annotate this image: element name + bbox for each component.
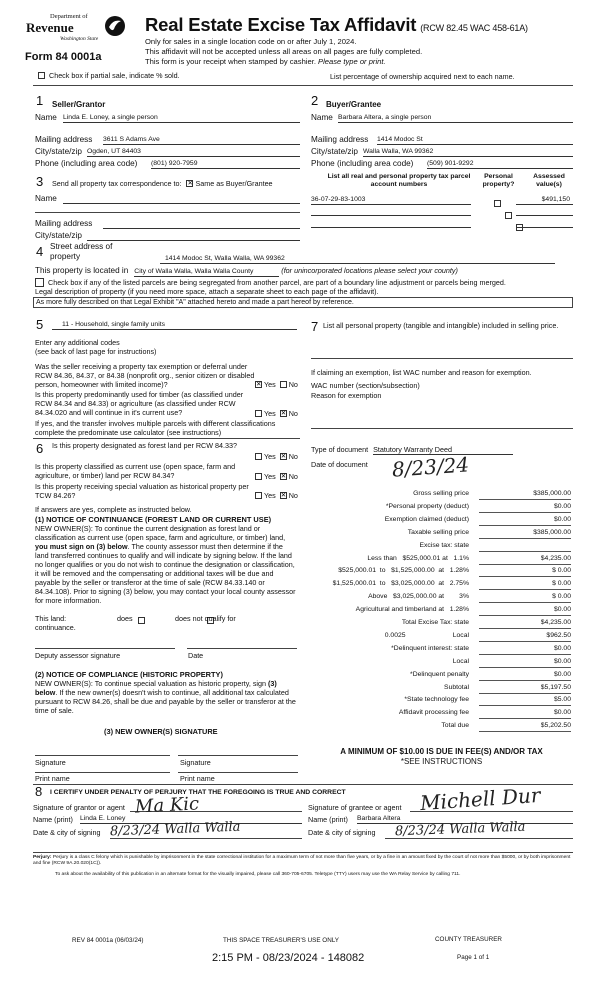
personal-property-checkbox-1[interactable]	[494, 200, 501, 207]
tax-calc-row	[308, 695, 573, 707]
buyer-city-field[interactable]: Walla Walla, WA 99362	[363, 148, 573, 157]
tax-calc-value[interactable]: $4,235.00	[479, 619, 571, 629]
section6-q2-yes-checkbox[interactable]	[255, 473, 262, 480]
tax-calc-label: Total Excise Tax: state	[401, 619, 469, 626]
doc-type-row	[311, 445, 513, 455]
does-checkbox[interactable]	[138, 617, 145, 624]
street-address-label: Street address of property	[50, 242, 113, 261]
new-owner-print-line-2[interactable]	[178, 772, 298, 773]
parcels-col-personal: Personal property?	[482, 173, 515, 189]
grantor-date-line	[110, 838, 302, 839]
does-not-label: does not qualify for	[175, 614, 236, 623]
section5-q3: If yes, and the transfer involves multiple parcels with different classifications complete the predominate use calculator (see instructions)	[35, 419, 276, 437]
located-label: This property is located in	[35, 266, 129, 275]
tax-calc-label: Less than $525,000.01 at 1.1%	[367, 554, 469, 562]
buyer-name-field[interactable]: Barbara Altera, a single person	[338, 114, 573, 123]
additional-codes-label-2: (see back of last page for instructions)	[35, 347, 157, 356]
dor-logo	[20, 12, 128, 52]
reason-line[interactable]	[311, 428, 573, 429]
tax-calc-row	[308, 618, 573, 630]
header-line1: Only for sales in a single location code on or after July 1, 2024.	[145, 37, 357, 46]
personal-property-line[interactable]	[311, 358, 573, 359]
section3-address-field[interactable]	[103, 220, 300, 229]
tax-calc-label: Local	[452, 657, 469, 665]
doc-type-field[interactable]: Statutory Warranty Deed	[373, 445, 513, 455]
logo-agency-line3: Washington State	[60, 36, 99, 42]
deputy-signature-label: Deputy assessor signature	[35, 651, 121, 660]
located-row	[35, 266, 458, 277]
section5-number: 5	[36, 317, 44, 332]
cashier-stamp: 2:15 PM - 08/23/2024 - 148082	[212, 952, 365, 964]
section6-q1: Is this property designated as forest land per RCW 84.33?	[52, 441, 237, 450]
seller-name-field[interactable]: Linda E. Loney, a single person	[63, 114, 300, 123]
tax-calc-value[interactable]: $5,197.50	[479, 684, 571, 694]
legal-description-field[interactable]	[33, 297, 573, 308]
segregated-checkbox[interactable]	[35, 278, 44, 287]
tax-calc-row	[308, 515, 573, 527]
section3-city-field[interactable]	[87, 232, 300, 241]
grantee-name-field[interactable]: Barbara Altera	[357, 815, 573, 824]
treasurer-use-label: THIS SPACE TREASURER'S USE ONLY	[223, 937, 339, 944]
seller-city-label: City/state/zip	[35, 147, 82, 156]
no-label: No	[288, 491, 298, 500]
tax-calc-row	[308, 566, 573, 578]
seller-heading: Seller/Grantor	[52, 100, 106, 109]
county-treasurer-label: COUNTY TREASURER	[435, 936, 502, 943]
notice1-text-c: . The county assessor must then determine if the land transferred continues to qualify and will indicate by signing below. If the land no longer qualifies or you do not wish to continue the designation or classification, it will be removed and the compensating or additional taxes will be due and payable by the seller or transferor at the time of sale (RCW 84.33.140 or 84.34.108). Prior to signing (3) below, you may contact your local county assessor for more information.	[35, 542, 296, 605]
parcels-col-numbers: List all real and personal property tax parcel account numbers	[327, 173, 471, 189]
tax-calc-row	[308, 657, 573, 669]
notice2-text-a: NEW OWNER(S): To continue special valuation as historic property, sign	[35, 679, 269, 688]
tax-calc-label: Subtotal	[444, 683, 469, 691]
buyer-phone-field[interactable]: (509) 901-9292	[427, 160, 573, 169]
parcel-number-1[interactable]: 36-07-29-83-1003	[311, 196, 471, 205]
notice1-text-b: you must sign on (3) below	[35, 542, 128, 551]
tax-calc-value[interactable]: $4,235.00	[479, 555, 571, 565]
tax-calc-value[interactable]: $ 0.00	[479, 593, 571, 603]
tax-calc-label: $1,525,000.01 to $3,025,000.00 at 2.75%	[332, 580, 469, 588]
reason-exemption-label: Reason for exemption	[311, 391, 382, 400]
continuance-label: continuance.	[35, 623, 76, 632]
section3-city-row	[35, 231, 300, 241]
form-statute: (RCW 82.45 WAC 458-61A)	[420, 23, 528, 33]
no-label: No	[288, 409, 298, 418]
tax-calc-value[interactable]: $0.00	[479, 658, 571, 668]
seller-city-field[interactable]: Ogden, UT 84403	[87, 148, 300, 157]
buyer-phone-label: Phone (including area code)	[311, 159, 414, 168]
tax-calc-label: $525,000.01 to $1,525,000.00 at 1.28%	[338, 567, 469, 575]
grantee-date-line	[385, 838, 573, 839]
see-instructions: *SEE INSTRUCTIONS	[400, 757, 483, 766]
revision-number: REV 84 0001a (06/03/24)	[72, 937, 144, 944]
section4-number: 4	[36, 244, 44, 259]
tax-calc-label: Exemption claimed (deduct)	[384, 515, 469, 523]
section3-name-field[interactable]	[63, 195, 300, 204]
section6-note: If answers are yes, complete as instructed below.	[35, 505, 192, 514]
grantor-signature[interactable]: Ma Kic	[134, 793, 200, 818]
notice2-text-b: (3) below	[35, 679, 277, 697]
tax-calc-value[interactable]: $5.00	[479, 696, 571, 706]
does-label: does	[117, 614, 133, 623]
perjury-notice	[33, 855, 573, 867]
tax-calc-row	[308, 489, 573, 501]
section7-text: List all personal property (tangible and intangible) included in selling price.	[323, 321, 559, 330]
perjury-text: Perjury is a class C felony which is punishable by imprisonment in the state correctional institution for a maximum term of not more than five years, or by a fine in an amount fixed by the court of not more than $5000, or by both imprisonment and fine (RCW 9A.20.020(1C)).	[33, 855, 571, 866]
tax-calc-label: Gross selling price	[413, 490, 469, 497]
this-land-row	[35, 614, 297, 623]
tax-calc-label: *Delinquent penalty	[410, 670, 469, 678]
perjury-label: Perjury:	[33, 855, 52, 860]
buyer-address-field[interactable]: 1414 Modoc St	[377, 136, 573, 145]
seller-phone-label: Phone (including area code)	[35, 159, 138, 168]
tax-calc-row	[308, 605, 573, 617]
buyer-city-label: City/state/zip	[311, 147, 358, 156]
section3-address-label: Mailing address	[35, 219, 93, 228]
this-land-label: This land:	[35, 614, 67, 623]
tax-calc-value[interactable]: $385,000.00	[479, 529, 571, 539]
section6-number: 6	[36, 441, 44, 456]
tax-calc-label: Agricultural and timberland at 1.28%	[355, 606, 469, 614]
section3-name-row	[35, 194, 300, 204]
header-line2: This affidavit will not be accepted unless all areas on all pages are fully completed.	[145, 47, 423, 56]
no-label: No	[288, 380, 298, 389]
yes-label: Yes	[264, 472, 276, 481]
new-owner-print-label-1: Print name	[35, 774, 70, 783]
seller-address-field[interactable]: 3611 S Adams Ave	[103, 136, 300, 145]
minimum-due-notice: A MINIMUM OF $10.00 IS DUE IN FEE(S) AND/OR TAX	[340, 747, 543, 756]
tax-calc-label: 0.0025 Local	[384, 631, 469, 639]
tax-calc-row	[308, 502, 573, 514]
tax-calc-label: Above $3,025,000.00 at 3%	[368, 593, 469, 601]
section5-q1-no-checkbox[interactable]	[280, 381, 287, 388]
section5-q1-answer	[255, 380, 298, 389]
segregated-label: Check box if any of the listed parcels are being segregated from another parcel, are part of a boundary line adjustment or parcels being merged.	[48, 278, 506, 287]
section6-q1-answer	[255, 452, 298, 461]
yes-label: Yes	[264, 380, 276, 389]
tax-calc-label: *Personal property (deduct)	[385, 502, 469, 510]
tax-calc-row	[308, 579, 573, 591]
section2-number: 2	[311, 93, 319, 108]
divider	[33, 85, 573, 86]
grantee-name-label: Name (print)	[308, 815, 348, 824]
no-label: No	[288, 452, 298, 461]
section5-q1-yes-checkbox[interactable]	[255, 381, 262, 388]
located-note: (for unincorporated locations please select your county)	[281, 266, 458, 275]
new-owner-print-label-2: Print name	[180, 774, 215, 783]
tax-calc-value[interactable]: $ 0.00	[479, 567, 571, 577]
certify-text: I CERTIFY UNDER PENALTY OF PERJURY THAT THE FOREGOING IS TRUE AND CORRECT	[50, 789, 346, 796]
tax-calc-row	[308, 683, 573, 695]
buyer-name-row	[311, 113, 573, 123]
divider	[33, 438, 300, 439]
section3-city-label: City/state/zip	[35, 231, 82, 240]
alt-format-notice: To ask about the availability of this publication in an alternate format for the visually impaired, please call 360-705-6705. Teletype (TTY) users may use the WA Relay Service by calling 711.	[55, 872, 461, 877]
header-line3-italic: Please type or print.	[318, 57, 386, 66]
grantor-name-field[interactable]: Linda E. Loney	[80, 815, 302, 824]
washington-logo-icon	[104, 15, 126, 37]
tax-calc-row	[308, 708, 573, 720]
buyer-address-label: Mailing address	[311, 135, 369, 144]
notice1-text-a: NEW OWNER(S): To continue the current designation as forest land or classification as current use (open space, farm and agriculture, or timber) land,	[35, 524, 286, 542]
section6-q2: Is this property classified as current use (open space, farm and agriculture, or timber) land per RCW 84.34?	[35, 462, 236, 480]
form-title-text: Real Estate Excise Tax Affidavit	[145, 14, 417, 35]
seller-phone-row	[35, 159, 300, 169]
wac-number-label: WAC number (section/subsection)	[311, 381, 420, 390]
parcels-col-assessed: Assessed value(s)	[533, 173, 565, 189]
grantor-name-label: Name (print)	[33, 815, 73, 824]
buyer-phone-row	[311, 159, 573, 169]
doc-date-field[interactable]: 8/23/24	[391, 452, 470, 482]
grantee-signature[interactable]: Michell Dur	[419, 782, 542, 816]
section5-q2-answer	[255, 409, 298, 418]
divider	[33, 852, 573, 853]
tax-calc-value[interactable]: $0.00	[479, 516, 571, 526]
assessed-value-2[interactable]	[516, 207, 573, 216]
form-number: Form 84 0001a	[25, 51, 102, 63]
section3-text: Send all property tax correspondence to:	[52, 179, 182, 188]
no-label: No	[288, 472, 298, 481]
legal-description-text: As more fully described on that Legal Exhibit "A" attached hereto and made a part hereof by reference.	[36, 299, 354, 306]
section3-address-row	[35, 219, 300, 229]
divider	[33, 784, 573, 785]
parcel-number-3[interactable]	[311, 219, 471, 228]
logo-agency-line1: Department of	[50, 13, 88, 20]
notice1-title: (1) NOTICE OF CONTINUANCE (FOREST LAND OR CURRENT USE)	[35, 515, 272, 524]
deputy-signature-line[interactable]	[35, 648, 175, 649]
additional-codes-label-1: Enter any additional codes	[35, 338, 120, 347]
tax-calc-row	[308, 554, 573, 566]
same-as-buyer-checkbox[interactable]	[186, 180, 193, 187]
notice2-title: (2) NOTICE OF COMPLIANCE (HISTORIC PROPERTY)	[35, 670, 223, 679]
seller-name-label: Name	[35, 113, 57, 122]
partial-sale-checkbox[interactable]	[38, 72, 45, 79]
tax-calc-value[interactable]: $385,000.00	[479, 490, 571, 500]
tax-calc-row	[308, 631, 573, 643]
section5-q1: Was the seller receiving a property tax exemption or deferral under RCW 84.36, 84.37, or 84.38 (nonprofit org., senior citizen or disabled person, homeowner with limited income)?	[35, 362, 255, 389]
header-line3-normal: This form is your receipt when stamped by cashier.	[145, 57, 319, 66]
tax-calc-label: Affidavit processing fee	[398, 709, 469, 717]
tax-calc-label: *Delinquent interest: state	[391, 644, 469, 652]
grantee-date-field[interactable]: 8/23/24 Walla Walla	[394, 819, 526, 840]
legal-description-label: Legal description of property (if you need more space, attach a separate sheet to each page of the affidavit).	[35, 287, 379, 296]
tax-calc-value[interactable]: $ 0.00	[479, 580, 571, 590]
notice1-body	[35, 524, 297, 605]
buyer-city-row	[311, 147, 573, 157]
tax-calc-value[interactable]: $5,202.50	[479, 722, 571, 732]
header-line3	[145, 57, 386, 67]
land-use-code-field[interactable]: 11 - Household, single family units	[52, 321, 297, 330]
tax-calc-value[interactable]: $0.00	[479, 606, 571, 616]
yes-label: Yes	[264, 491, 276, 500]
new-owner-signature-label-1: Signature	[35, 758, 66, 767]
buyer-heading: Buyer/Grantee	[326, 100, 382, 109]
section6-q3-no-checkbox[interactable]	[280, 492, 287, 499]
tax-calc-row	[308, 592, 573, 604]
street-address-field[interactable]: 1414 Modoc St, Walla Walla, WA 99362	[160, 255, 555, 264]
deputy-date-line[interactable]	[187, 648, 297, 649]
tax-calc-row	[308, 541, 573, 553]
grantor-signature-label: Signature of grantor or agent	[33, 803, 125, 812]
tax-calc-row	[308, 721, 573, 733]
section5-q2-yes-checkbox[interactable]	[255, 410, 262, 417]
tax-calc-row	[308, 644, 573, 656]
parcel-number-2[interactable]	[311, 207, 471, 216]
yes-label: Yes	[264, 409, 276, 418]
section6-q3-yes-checkbox[interactable]	[255, 492, 262, 499]
tax-calc-value[interactable]	[479, 542, 571, 552]
seller-phone-field[interactable]: (801) 920-7959	[151, 160, 300, 169]
notice2-text-c: . If the new owner(s) doesn't wish to continue, all additional tax calculated pursuant to RCW 84.26, shall be due and payable by the seller or transferor at the time of sale.	[35, 688, 296, 715]
section3-number: 3	[36, 174, 44, 189]
same-as-buyer-label: Same as Buyer/Grantee	[195, 179, 273, 188]
grantee-date-label: Date & city of signing	[308, 828, 376, 837]
page-number: Page 1 of 1	[457, 954, 490, 961]
assessed-value-1[interactable]: $491,150	[516, 196, 573, 205]
section5-q2: Is this property predominantly used for timber (as classified under RCW 84.34 and 84.33) or agriculture (as classified under RCW 84.34.020 and will continue in it's current use?	[35, 390, 244, 417]
seller-address-row	[35, 135, 300, 145]
ownership-note: List percentage of ownership acquired next to each name.	[330, 72, 515, 81]
yes-label: Yes	[264, 452, 276, 461]
tax-calc-label: Taxable selling price	[407, 528, 469, 536]
notice3-title: (3) NEW OWNER(S) SIGNATURE	[104, 727, 218, 736]
section8-number: 8	[35, 784, 43, 799]
grantee-signature-label: Signature of grantee or agent	[308, 803, 402, 812]
doc-date-label: Date of document	[311, 460, 368, 469]
located-field[interactable]: City of Walla Walla, Walla Walla County	[134, 268, 279, 277]
tax-calc-label: Excise tax: state	[419, 541, 469, 549]
section6-q3-answer	[255, 491, 298, 500]
doc-type-label: Type of document	[311, 445, 369, 454]
logo-agency-line2: Revenue	[26, 20, 74, 35]
new-owner-print-line-1[interactable]	[35, 772, 170, 773]
tax-calc-value[interactable]: $0.00	[479, 503, 571, 513]
seller-name-row	[35, 113, 300, 123]
assessed-value-3[interactable]	[516, 219, 573, 228]
section1-number: 1	[36, 93, 44, 108]
tax-calc-row	[308, 528, 573, 540]
section6-q2-answer	[255, 472, 298, 481]
seller-address-label: Mailing address	[35, 135, 93, 144]
notice2-body	[35, 679, 297, 715]
new-owner-signature-line-2[interactable]	[178, 755, 298, 756]
exemption-label: If claiming an exemption, list WAC number and reason for exemption.	[311, 368, 532, 377]
partial-sale-row	[38, 71, 180, 80]
section6-q1-no-checkbox[interactable]	[280, 453, 287, 460]
tax-calc-label: Total due	[441, 722, 469, 730]
buyer-name-label: Name	[311, 113, 333, 122]
new-owner-signature-line-1[interactable]	[35, 755, 170, 756]
tax-calc-label: *State technology fee	[404, 696, 469, 704]
grantor-date-label: Date & city of signing	[33, 828, 101, 837]
personal-property-checkbox-2[interactable]	[505, 212, 512, 219]
section5-q2-no-checkbox[interactable]	[280, 410, 287, 417]
partial-sale-label: Check box if partial sale, indicate % sold.	[49, 71, 180, 80]
buyer-address-row	[311, 135, 573, 145]
tax-calc-value[interactable]: $0.00	[479, 671, 571, 681]
seller-city-row	[35, 147, 300, 157]
section7-number: 7	[311, 319, 319, 334]
section3-row	[52, 179, 273, 188]
new-owner-signature-label-2: Signature	[180, 758, 211, 767]
form-title	[145, 13, 528, 36]
divider	[35, 212, 300, 213]
deputy-date-label: Date	[188, 651, 204, 660]
section3-name-label: Name	[35, 194, 57, 203]
tax-calc-value[interactable]: $0.00	[479, 709, 571, 719]
tax-calc-value[interactable]: $0.00	[479, 645, 571, 655]
section6-q2-no-checkbox[interactable]	[280, 473, 287, 480]
tax-calc-row	[308, 670, 573, 682]
section6-q3: Is this property receiving special valuation as historical property per TCW 84.26?	[35, 482, 249, 500]
section6-q1-yes-checkbox[interactable]	[255, 453, 262, 460]
tax-calc-value[interactable]: $962.50	[479, 632, 571, 642]
grantor-date-field[interactable]: 8/23/24 Walla Walla	[109, 819, 241, 840]
